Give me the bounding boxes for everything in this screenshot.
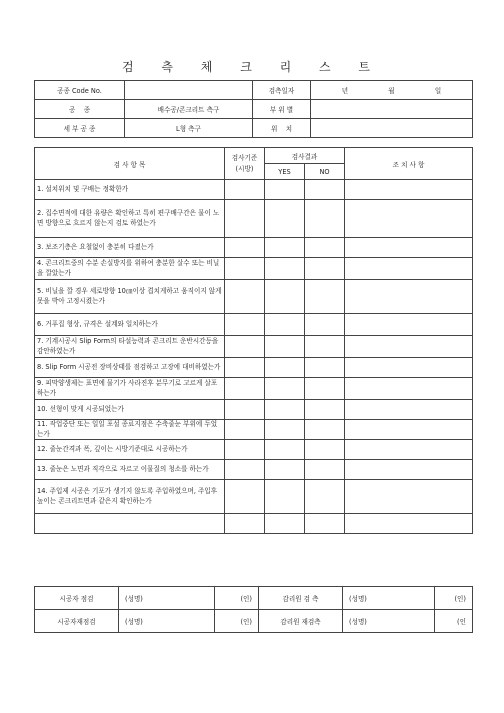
checklist-item-text: 8. Slip Form 시공전 장비상태를 점검하고 고장에 대비하였는가 [35, 358, 225, 378]
checklist-item-text: 12. 줄눈간격과 폭, 깊이는 시방기준대로 시공하는가 [35, 440, 225, 460]
checklist-standard-cell[interactable] [225, 258, 265, 280]
checklist-no-cell[interactable] [305, 440, 345, 460]
checklist-row [35, 480, 473, 514]
checklist-item-text: 11. 작업중단 또는 일일 포설 종료지점은 수축줄눈 부위에 두었는가 [35, 420, 225, 440]
checklist-action-cell[interactable] [345, 336, 473, 358]
checklist-item-text: 7. 기계시공시 Slip Form의 타설능력과 콘크리트 운반시간등을 감안하였는가 [35, 336, 225, 358]
checklist-action-cell[interactable] [345, 480, 473, 514]
checklist-action-cell[interactable] [345, 440, 473, 460]
checklist-action-cell[interactable] [345, 400, 473, 420]
checklist-row [35, 314, 473, 336]
checklist-action-cell[interactable] [345, 280, 473, 314]
checklist-row [35, 280, 473, 314]
checklist-yes-cell[interactable] [265, 460, 305, 480]
checklist-table [34, 147, 473, 534]
col-action-header: 조 치 사 항 [345, 148, 473, 180]
checklist-action-cell[interactable] [345, 460, 473, 480]
checklist-item-text: 14. 주입제 시공은 기포가 생기지 않도록 주입하였으며, 주입후 높이는 콘크리트면과 같은지 확인하는가 [35, 480, 225, 514]
checklist-row [35, 336, 473, 358]
checklist-no-cell[interactable] [305, 460, 345, 480]
col-standard-header: 검사기준(시방) [225, 148, 265, 180]
checklist-row [35, 378, 473, 400]
checklist-standard-cell[interactable] [225, 238, 265, 258]
checklist-row [35, 238, 473, 258]
checklist-yes-cell[interactable] [265, 480, 305, 514]
checklist-yes-cell[interactable] [265, 280, 305, 314]
detail-value[interactable]: L형 측구 [125, 119, 253, 138]
date-value[interactable]: 년 월 일 [311, 81, 473, 100]
checklist-no-cell[interactable] [305, 238, 345, 258]
work-label: 공 종 [35, 100, 125, 119]
checklist-action-cell[interactable] [345, 314, 473, 336]
checklist-item-text: 3. 보조기층은 요철없이 충분히 다졌는가 [35, 238, 225, 258]
checklist-standard-cell[interactable] [225, 200, 265, 238]
col-yes-header: YES [265, 164, 305, 180]
checklist-no-cell[interactable] [305, 314, 345, 336]
sign-role: 감리원 검 측 [259, 587, 343, 610]
checklist-yes-cell[interactable] [265, 378, 305, 400]
checklist-yes-cell[interactable] [265, 336, 305, 358]
checklist-yes-cell[interactable] [265, 358, 305, 378]
checklist-item-text: 6. 거푸집 형상, 규격은 설계와 일치하는가 [35, 314, 225, 336]
checklist-standard-cell[interactable] [225, 440, 265, 460]
checklist-action-cell[interactable] [345, 378, 473, 400]
checklist-action-cell[interactable] [345, 238, 473, 258]
checklist-no-cell[interactable] [305, 280, 345, 314]
checklist-no-cell[interactable] [305, 200, 345, 238]
checklist-standard-cell[interactable] [225, 420, 265, 440]
col-item-header: 검 사 항 목 [35, 148, 225, 180]
sign-seal: (인 [435, 610, 473, 633]
checklist-row [35, 358, 473, 378]
checklist-row [35, 200, 473, 238]
checklist-no-cell[interactable] [305, 400, 345, 420]
part-value[interactable] [311, 100, 473, 119]
checklist-standard-cell[interactable] [225, 358, 265, 378]
checklist-no-cell[interactable] [305, 378, 345, 400]
checklist-yes-cell[interactable] [265, 420, 305, 440]
checklist-standard-cell[interactable] [225, 336, 265, 358]
checklist-action-cell[interactable] [345, 358, 473, 378]
page-title: 검 측 체 크 리 스 트 [121, 60, 383, 74]
loc-value[interactable] [311, 119, 473, 138]
checklist-standard-cell[interactable] [225, 514, 265, 534]
checklist-item-text: 10. 선형이 맞게 시공되었는가 [35, 400, 225, 420]
checklist-row [35, 440, 473, 460]
sign-role: 감리원 재검측 [259, 610, 343, 633]
checklist-no-cell[interactable] [305, 420, 345, 440]
checklist-yes-cell[interactable] [265, 514, 305, 534]
checklist-item-text: 2. 집수면적에 대한 유량은 확인하고 특히 편구배구간은 물이 노면 방향으로 흐르지 않는지 검토 하였는가 [35, 200, 225, 238]
loc-label: 위 치 [253, 119, 311, 138]
sign-seal: (인) [215, 610, 259, 633]
checklist-yes-cell[interactable] [265, 440, 305, 460]
checklist-yes-cell[interactable] [265, 200, 305, 238]
checklist-standard-cell[interactable] [225, 400, 265, 420]
checklist-no-cell[interactable] [305, 480, 345, 514]
checklist-standard-cell[interactable] [225, 280, 265, 314]
checklist-yes-cell[interactable] [265, 400, 305, 420]
checklist-no-cell[interactable] [305, 514, 345, 534]
checklist-standard-cell[interactable] [225, 460, 265, 480]
sign-role: 시공자재점검 [35, 610, 119, 633]
checklist-item-text: 4. 콘크리트중의 수분 손실방지를 위하여 충분한 살수 또는 비닐을 깔았는가 [35, 258, 225, 280]
header-table [34, 80, 473, 138]
checklist-no-cell[interactable] [305, 180, 345, 200]
checklist-item-text: 13. 줄눈은 노면과 직각으로 자르고 이물질의 청소를 하는가 [35, 460, 225, 480]
signature-table [34, 586, 473, 633]
checklist-action-cell[interactable] [345, 420, 473, 440]
checklist-item-text: 5. 비닐을 깔 경우 세로방향 10㎝이상 겹치게하고 움직이지 않게 못을 박아 고정시켰는가 [35, 280, 225, 314]
date-label: 검측일자 [253, 81, 311, 100]
checklist-row [35, 400, 473, 420]
checklist-yes-cell[interactable] [265, 180, 305, 200]
checklist-action-cell[interactable] [345, 180, 473, 200]
checklist-yes-cell[interactable] [265, 258, 305, 280]
checklist-standard-cell[interactable] [225, 180, 265, 200]
checklist-row [35, 180, 473, 200]
checklist-action-cell[interactable] [345, 514, 473, 534]
checklist-no-cell[interactable] [305, 258, 345, 280]
code-label: 공종 Code No. [35, 81, 125, 100]
sign-name-field[interactable]: (성명) [343, 610, 435, 633]
work-value[interactable]: 배수공/콘크리트 측구 [125, 100, 253, 119]
checklist-item-text: 9. 피막양생제는 표면에 물기가 사라진후 분무기로 고르게 살포하는가 [35, 378, 225, 400]
checklist-row [35, 420, 473, 440]
code-value[interactable] [125, 81, 253, 100]
sign-role: 시공자 점검 [35, 587, 119, 610]
sign-seal: (인) [435, 587, 473, 610]
checklist-standard-cell[interactable] [225, 480, 265, 514]
sign-seal: (인) [215, 587, 259, 610]
checklist-no-cell[interactable] [305, 336, 345, 358]
checklist-row [35, 514, 473, 534]
part-label: 부 위 별 [253, 100, 311, 119]
sign-name-field[interactable]: (성명) [119, 587, 215, 610]
checklist-action-cell[interactable] [345, 200, 473, 238]
checklist-standard-cell[interactable] [225, 314, 265, 336]
sign-name-field[interactable]: (성명) [343, 587, 435, 610]
checklist-yes-cell[interactable] [265, 238, 305, 258]
detail-label: 세 부 공 종 [35, 119, 125, 138]
sign-name-field[interactable]: (성명) [119, 610, 215, 633]
checklist-row [35, 460, 473, 480]
checklist-no-cell[interactable] [305, 358, 345, 378]
col-no-header: NO [305, 164, 345, 180]
col-result-header: 검사결과 [265, 148, 345, 164]
checklist-item-text [35, 514, 225, 534]
checklist-row [35, 258, 473, 280]
checklist-action-cell[interactable] [345, 258, 473, 280]
checklist-item-text: 1. 설치위치 및 구배는 정확한가 [35, 180, 225, 200]
checklist-yes-cell[interactable] [265, 314, 305, 336]
checklist-standard-cell[interactable] [225, 378, 265, 400]
